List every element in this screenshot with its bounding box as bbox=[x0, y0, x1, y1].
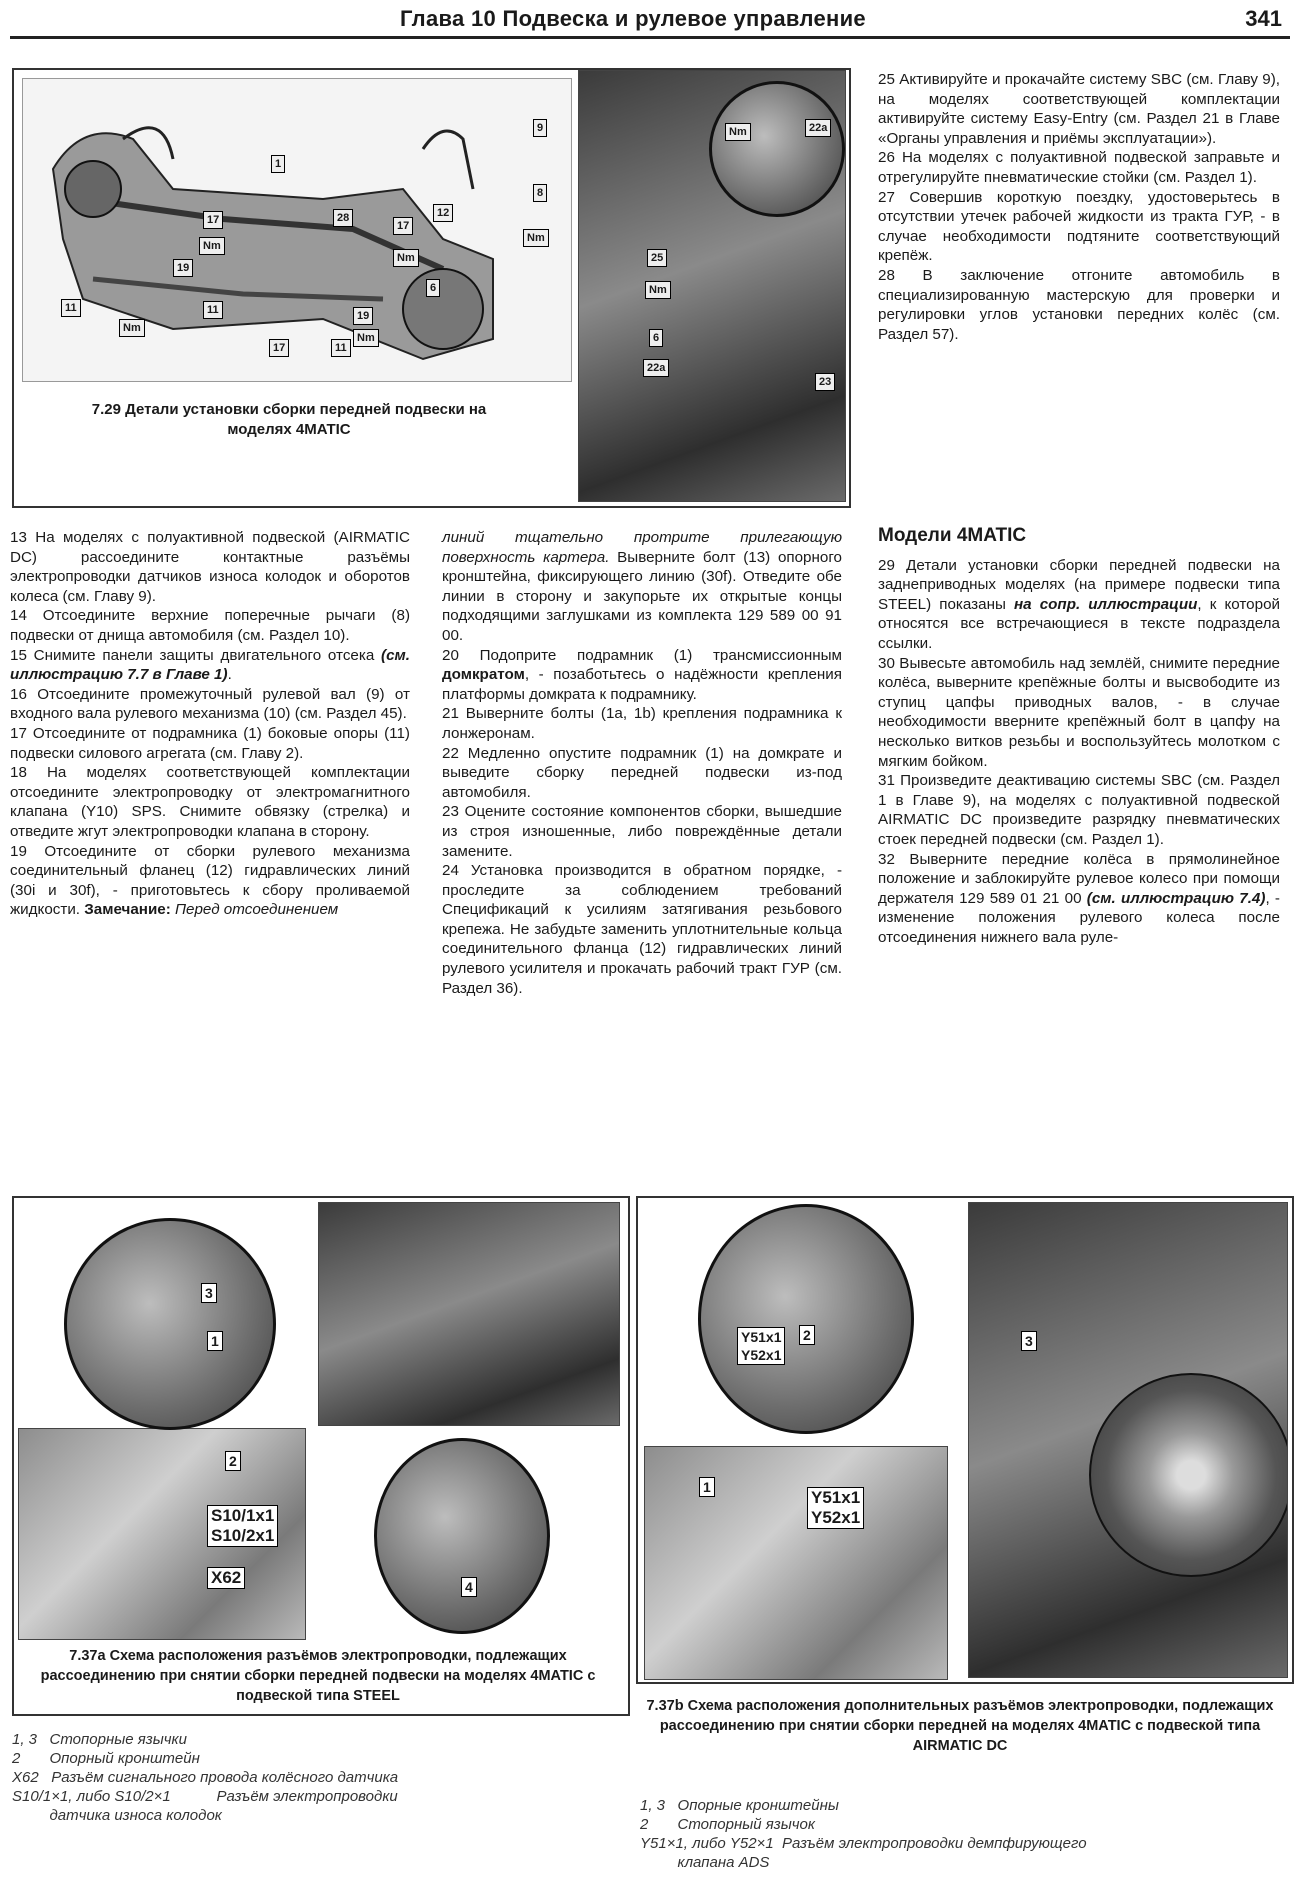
para-19-cont: линий тщательно протрите прилегающую поверхность картера. Выверните болт (13) опорного кронштейна, фиксирующего линию (30f). Отведите обе линии в сторону и закупорьте их открытые концы подходящими заглушками из комплекта 129 589 00 91 00. bbox=[442, 529, 842, 644]
para-24: 24 Установка производится в обратном порядке, - проследите за соблюдением требований Спецификаций к усилиям затягивания резьбового крепежа. Не забудьте заменить уплотнительные кольца соединительного фланца (12) гидравлических линий рулевого усилителя и прокачать рабочий тракт ГУР (см. Раздел 36). bbox=[442, 862, 842, 997]
callout-11b: 11 bbox=[331, 339, 351, 357]
torque-label-3: Nm bbox=[393, 249, 419, 267]
photo-37b-bracket bbox=[644, 1446, 948, 1680]
para-19: 19 Отсоедините от сборки рулевого механизма соединительный фланец (12) гидравлических линий (30i и 30f), - приготовьтесь к сбору проливаемой жидкости. Замечание: Перед отсоединением bbox=[10, 842, 410, 919]
inset-37a-tabs bbox=[64, 1218, 276, 1430]
ref-illustration-7-4[interactable]: (см. иллюстрацию 7.4) bbox=[1086, 889, 1266, 907]
label-1b: 1 bbox=[699, 1477, 715, 1497]
brake-disc bbox=[1089, 1373, 1288, 1577]
callout-17b: 17 bbox=[393, 217, 413, 235]
torque-label-4: Nm bbox=[523, 229, 549, 247]
torque-label-1: Nm bbox=[199, 237, 225, 255]
label-y51-lower: Y51x1 Y52x1 bbox=[807, 1487, 864, 1529]
legend-37b-1-3: 1, 3 Опорные кронштейны bbox=[640, 1797, 839, 1814]
page-header bbox=[0, 0, 1300, 38]
callout-28: 28 bbox=[333, 209, 353, 227]
callout-6: 6 bbox=[426, 279, 440, 297]
suspension-diagram-drawing bbox=[23, 79, 571, 381]
callout-19a: 19 bbox=[173, 259, 193, 277]
figure-7-37a-caption: 7.37a Схема расположения разъёмов электропроводки, подлежащих рассоединению при снятии сборки передней подвески на моделях 4MATIC с подвеской типа STEEL bbox=[40, 1648, 596, 1704]
label-x62: X62 bbox=[207, 1567, 245, 1589]
callout-17c: 17 bbox=[269, 339, 289, 357]
figure-7-37b-caption: 7.37b Схема расположения дополнительных разъёмов электропроводки, подлежащих рассоединению при снятии сборки передней на моделях 4MATIC с подвеской типа AIRMATIC DC bbox=[646, 1698, 1274, 1754]
legend-37a-s10: S10/1×1, либо S10/2×1 Разъём электропроводки bbox=[12, 1788, 398, 1805]
photo-inset bbox=[709, 81, 845, 217]
legend-37a-s10-cont: датчика износа колодок bbox=[12, 1807, 222, 1824]
label-3: 3 bbox=[201, 1283, 217, 1303]
legend-37b-2: 2 Стопорный язычок bbox=[640, 1816, 815, 1833]
text-column-2 bbox=[442, 528, 842, 998]
photo-torque-1: Nm bbox=[725, 123, 751, 141]
ref-accompanying-illustration[interactable]: на сопр. иллюстрации bbox=[1013, 595, 1198, 613]
legend-37a-1-3: 1, 3 Стопорные язычки bbox=[12, 1731, 187, 1748]
para-25: 25 Активируйте и прокачайте систему SBC (см. Главу 9), на моделях соответствующей комплектации активируйте систему Easy-Entry (см. Раздел 21 в Главе «Органы управления и приёмы эксплуатации»). bbox=[878, 71, 1280, 147]
para-21: 21 Выверните болты (1a, 1b) крепления подрамника к лонжеронам. bbox=[442, 705, 842, 742]
label-2b: 2 bbox=[799, 1325, 815, 1345]
label-4: 4 bbox=[461, 1577, 477, 1597]
inset-37b-tab bbox=[698, 1204, 914, 1434]
para-17: 17 Отсоедините от подрамника (1) боковые опоры (11) подвески силового агрегата (см. Главу 2). bbox=[10, 724, 410, 762]
legend-37a-x62: X62 Разъём сигнального провода колёсного датчика bbox=[12, 1769, 399, 1786]
callout-19b: 19 bbox=[353, 307, 373, 325]
callout-11a: 11 bbox=[61, 299, 81, 317]
callout-11c: 11 bbox=[203, 301, 223, 319]
photo-callout-22a-bottom: 22a bbox=[643, 359, 669, 377]
label-y51-upper: Y51x1 Y52x1 bbox=[737, 1327, 785, 1365]
inset-37a-harness bbox=[374, 1438, 550, 1634]
callout-12: 12 bbox=[433, 204, 453, 222]
ref-illustration-7-7[interactable]: (см. иллюстрацию 7.7 в Главе 1) bbox=[10, 646, 410, 684]
header-rule bbox=[10, 36, 1290, 39]
figure-7-29 bbox=[12, 68, 851, 508]
para-16: 16 Отсоедините промежуточный рулевой вал (9) от входного вала рулевого механизма (10) (см. Раздел 45). bbox=[10, 685, 410, 723]
note-label: Замечание: bbox=[84, 901, 171, 919]
callout-8: 8 bbox=[533, 184, 547, 202]
callout-9: 9 bbox=[533, 119, 547, 137]
legend-37a-2: 2 Опорный кронштейн bbox=[12, 1750, 200, 1767]
label-3b: 3 bbox=[1021, 1331, 1037, 1351]
label-1: 1 bbox=[207, 1331, 223, 1351]
para-29: 29 Детали установки сборки передней подвески на заднеприводных моделях (на примере подвески типа STEEL) показаны на сопр. иллюстрации, к которой относятся все встречающиеся в тексте подраздела ссылки. bbox=[878, 556, 1280, 652]
para-27: 27 Совершив короткую поездку, удостоверьтесь в отсутствии утечек рабочей жидкости из тракта ГУР, - в случае необходимости подтяните соответствующий крепёж. bbox=[878, 188, 1280, 265]
torque-label-5: Nm bbox=[353, 329, 379, 347]
para-18: 18 На моделях соответствующей комплектации отсоедините электропроводку от электромагнитного клапана (Y10) SPS. Снимите обвязку (стрелка) и отведите жгут электропроводки клапана в сторону. bbox=[10, 764, 410, 840]
para-14: 14 Отсоедините верхние поперечные рычаги (8) подвески от днища автомобиля (см. Раздел 10). bbox=[10, 607, 410, 644]
para-13: 13 На моделях с полуактивной подвеской (AIRMATIC DC) рассоедините контактные разъёмы электропроводки датчиков износа колодок и оборотов колеса (см. Главу 9). bbox=[10, 529, 410, 605]
text-column-1 bbox=[10, 528, 410, 920]
photo-torque-2: Nm bbox=[645, 281, 671, 299]
para-31: 31 Произведите деактивацию системы SBC (см. Раздел 1 в Главе 9), на моделях с полуактивной подвеской AIRMATIC DC произведите разрядку пневматических стоек передней подвески (см. Раздел 1). bbox=[878, 772, 1280, 848]
section-heading-4matic: Модели 4MATIC bbox=[878, 525, 1027, 546]
para-30: 30 Вывесьте автомобиль над землёй, снимите передние колёса, выверните крепёжные болты и высвободите из ступиц цапфы приводных валов, - в случае необходимости вверните крепёжный болт в цапфу на несколько витков резьбы и воспользуйтесь молотком с мягким бойком. bbox=[878, 654, 1280, 770]
figure-7-37b-legend bbox=[640, 1796, 1290, 1872]
photo-callout-6: 6 bbox=[649, 329, 663, 347]
para-20: 20 Подоприте подрамник (1) трансмиссионным домкратом, - позаботьтесь о надёжности крепления платформы домкрата к подрамнику. bbox=[442, 646, 842, 703]
para-23: 23 Оцените состояние компонентов сборки, вышедшие из строя изношенные, либо повреждённые детали замените. bbox=[442, 803, 842, 860]
callout-17a: 17 bbox=[203, 211, 223, 229]
photo-37a-engine bbox=[318, 1202, 620, 1426]
para-15: 15 Снимите панели защиты двигательного отсека (см. иллюстрацию 7.7 в Главе 1). bbox=[10, 646, 410, 684]
installation-photo bbox=[578, 70, 846, 502]
page-number: 341 bbox=[1245, 6, 1282, 31]
photo-37b-wheel bbox=[968, 1202, 1288, 1678]
para-32: 32 Выверните передние колёса в прямолинейное положение и заблокируйте рулевое колесо при помощи держателя 129 589 01 21 00 (см. иллюстрацию 7.4), - изменение положения рулевого колеса после отсоединения нижнего вала руле- bbox=[878, 850, 1280, 946]
text-column-3 bbox=[878, 512, 1280, 947]
para-28: 28 В заключение отгоните автомобиль в специализированную мастерскую для проверки и регулировки углов установки передних колёс (см. Раздел 57). bbox=[878, 266, 1280, 343]
suspension-diagram bbox=[22, 78, 572, 382]
photo-callout-25: 25 bbox=[647, 249, 667, 267]
right-top-column bbox=[878, 70, 1280, 344]
figure-7-37a bbox=[12, 1196, 630, 1716]
callout-1: 1 bbox=[271, 155, 285, 173]
photo-callout-23: 23 bbox=[815, 373, 835, 391]
figure-7-37a-legend bbox=[12, 1730, 632, 1825]
photo-37a-connectors bbox=[18, 1428, 306, 1640]
chapter-title: Глава 10 Подвеска и рулевое управление bbox=[400, 6, 866, 31]
photo-callout-22a-top: 22a bbox=[805, 119, 831, 137]
figure-7-29-caption: 7.29 Детали установки сборки передней подвески на моделях 4MATIC bbox=[91, 401, 487, 438]
figure-7-37b bbox=[636, 1196, 1294, 1684]
para-22: 22 Медленно опустите подрамник (1) на домкрате и выведите сборку передней подвески из-под автомобиля. bbox=[442, 744, 842, 801]
legend-37b-y51: Y51×1, либо Y52×1 Разъём электропроводки демпфирующего bbox=[640, 1835, 1087, 1852]
label-s10: S10/1x1 S10/2x1 bbox=[207, 1505, 278, 1547]
label-2: 2 bbox=[225, 1451, 241, 1471]
para-26: 26 На моделях с полуактивной подвеской заправьте и отрегулируйте пневматические стойки (см. Раздел 1). bbox=[878, 149, 1280, 186]
torque-label-2: Nm bbox=[119, 319, 145, 337]
legend-37b-y51-cont: клапана ADS bbox=[640, 1854, 770, 1871]
